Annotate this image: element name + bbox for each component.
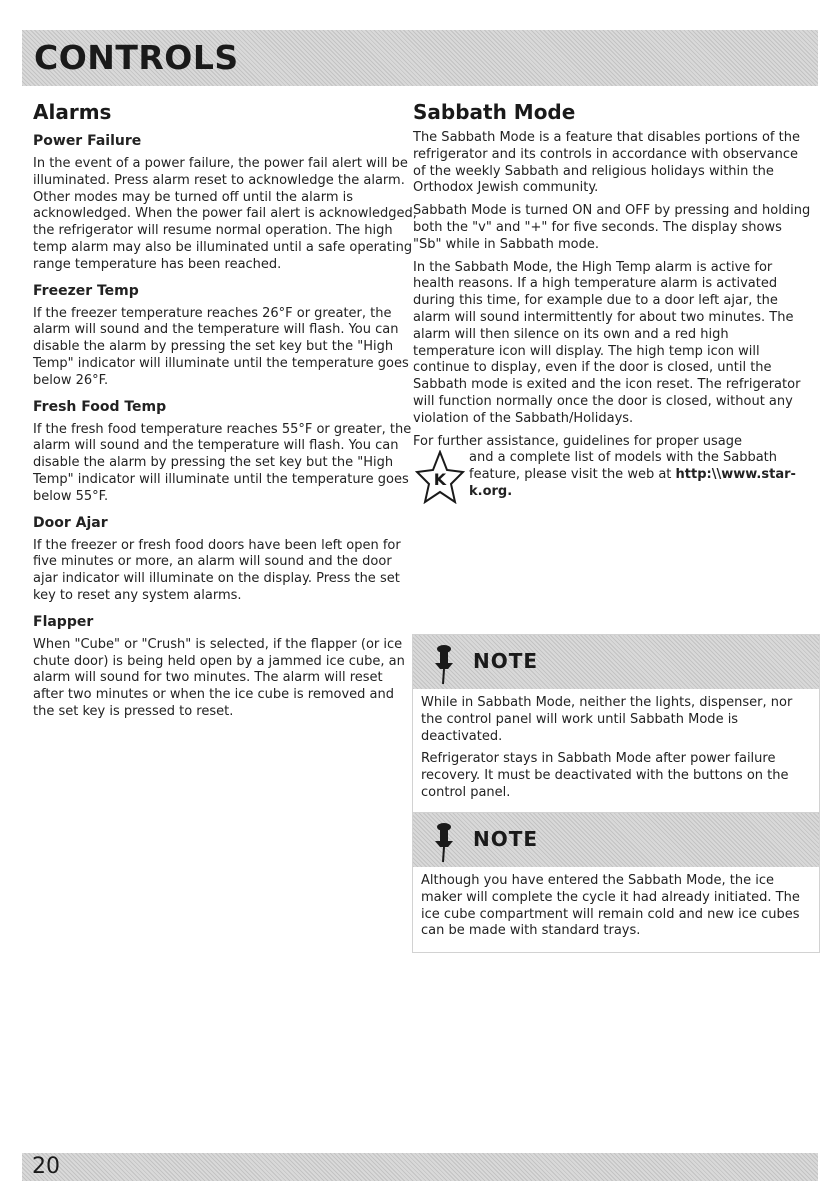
freezer-temp-heading: Freezer Temp [33, 282, 139, 299]
sabbath-paragraph-2: Sabbath Mode is turned ON and OFF by pressing and holding both the "v" and "+" for five seconds. The display shows "Sb" while in Sabbath mode. [413, 203, 811, 252]
fresh-food-temp-heading: Fresh Food Temp [33, 398, 167, 415]
note-label: NOTE [473, 649, 539, 673]
alarms-heading: Alarms [33, 100, 112, 124]
fresh-food-temp-text: If the fresh food temperature reaches 55°F or greater, the alarm will sound and the temperature will flash. You can disable the alarm by pressing the set key but the "High Temp" indicator will illuminate until the temperature goes below 55°F. [33, 421, 412, 504]
sabbath-paragraph-3: In the Sabbath Mode, the High Temp alarm is active for health reasons. If a high temperature alarm is activated during this time, for example due to a door left ajar, the alarm will sound intermittently for about two minutes. The alarm will then silence on its own and a red high temperature icon will display. The high temp icon will continue to display, even if the door is closed, until the Sabbath mode is exited and the icon reset. The refrigerator will function normally once the door is closed, without any violation of the Sabbath/Holidays. [413, 259, 801, 426]
assist-text: and a complete list of models with the Sabbath feature, please visit the web at [469, 450, 778, 483]
note-label: NOTE [473, 827, 539, 851]
assist-intro: For further assistance, guidelines for proper usage [413, 433, 742, 449]
note-1-paragraph-1: While in Sabbath Mode, neither the lights, dispenser, nor the control panel will work until Sabbath Mode is deactivated. [421, 695, 793, 744]
note-body [413, 867, 819, 952]
sabbath-heading: Sabbath Mode [413, 100, 576, 124]
power-failure-text: In the event of a power failure, the power fail alert will be illuminated. Press alarm reset to acknowledge the alarm. Other modes may be turned off until the alarm is acknowledged. When the power fail alert is acknowledged, the refrigerator will resume normal operation. The high temp alarm may also be illuminated until a safe operating range temperature has been reached. [33, 156, 417, 272]
sabbath-paragraph-1: The Sabbath Mode is a feature that disables portions of the refrigerator and its controls in accordance with observance of the weekly Sabbath and religious holidays within the Orthodox Jewish community. [413, 130, 800, 196]
page-title: CONTROLS [34, 38, 239, 77]
note-2-paragraph-1: Although you have entered the Sabbath Mode, the ice maker will complete the cycle it had already initiated. The ice cube compartment will remain cold and new ice cubes can be made with standard trays. [421, 873, 800, 939]
header-banner [22, 30, 818, 86]
note-header [413, 635, 819, 689]
door-ajar-heading: Door Ajar [33, 514, 108, 531]
star-k-letter: K [433, 470, 447, 490]
power-failure-heading: Power Failure [33, 133, 142, 149]
note-body [413, 689, 819, 814]
note-box-2 [412, 812, 820, 953]
star-k-url[interactable]: http:\\www.star-k.org. [469, 467, 796, 499]
freezer-temp-text: If the freezer temperature reaches 26°F or greater, the alarm will sound and the temperature will flash. You can disable the alarm by pressing the set key but the "High Temp" indicator will illuminate until the temperature goes below 26°F. [33, 305, 409, 388]
pushpin-icon [431, 643, 457, 685]
alarms-column [33, 100, 417, 727]
note-box-1 [412, 634, 820, 815]
note-1-paragraph-2: Refrigerator stays in Sabbath Mode after power failure recovery. It must be deactivated with the buttons on the control panel. [421, 751, 789, 800]
assist-text-block [469, 450, 813, 500]
pushpin-icon [431, 821, 457, 863]
flapper-heading: Flapper [33, 613, 94, 630]
note-header [413, 813, 819, 867]
star-k-row [413, 450, 813, 504]
door-ajar-text: If the freezer or fresh food doors have been left open for five minutes or more, an alarm will sound and the door ajar indicator will illuminate on the display. Press the set key to reset any system alarms. [33, 537, 401, 603]
sabbath-column [413, 100, 813, 504]
page-number: 20 [32, 1154, 60, 1179]
flapper-text: When "Cube" or "Crush" is selected, if the flapper (or ice chute door) is being held open by a jammed ice cube, an alarm will sound for two minutes. The alarm will reset after two minutes or when the ice cube is removed and the set key is pressed to reset. [33, 636, 405, 719]
footer-bar [22, 1153, 818, 1181]
star-k-icon [415, 450, 465, 504]
